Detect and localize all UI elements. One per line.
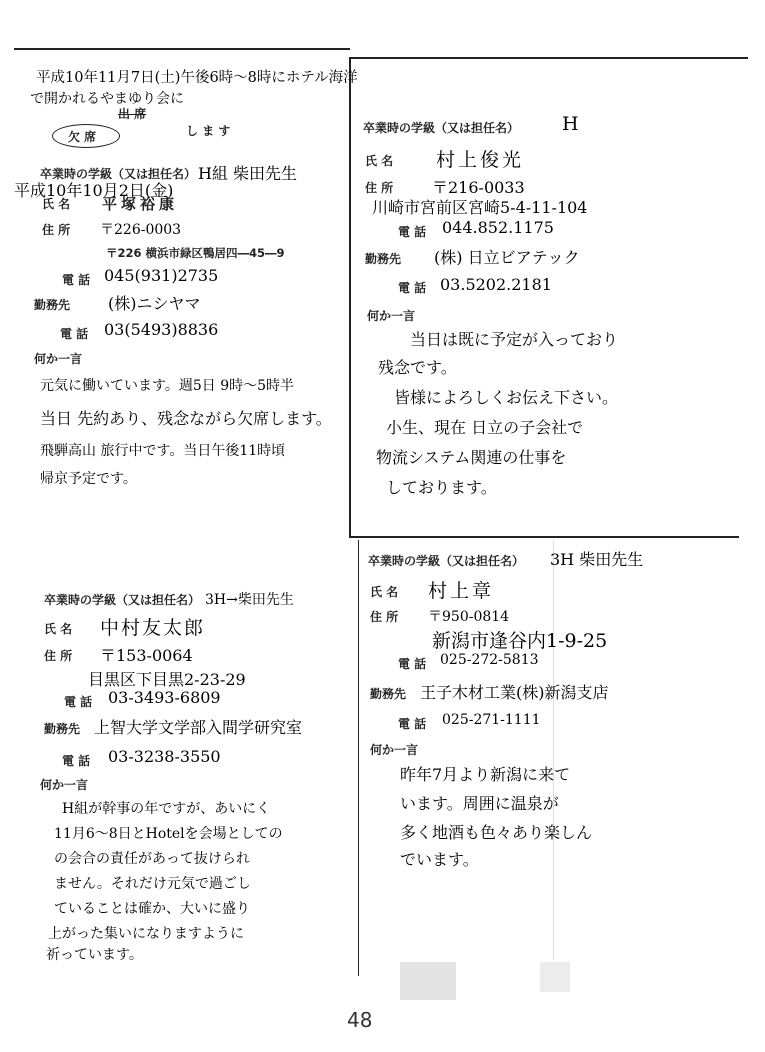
comment-line-3: の会合の責任があって抜けられ bbox=[54, 851, 250, 867]
work-value: (株)ニシヤマ bbox=[108, 294, 201, 313]
name-value: 村上章 bbox=[428, 580, 495, 602]
date-value: 平成10年10月2日(金) bbox=[14, 181, 174, 200]
address-value: 新潟市逢谷内1-9-25 bbox=[432, 630, 608, 652]
class-value: H組 柴田先生 bbox=[198, 164, 298, 183]
comment-line-3: 多く地酒も色々あり楽しん bbox=[400, 823, 593, 842]
page-number: 48 bbox=[347, 1008, 373, 1032]
phone-label: 電 話 bbox=[398, 657, 427, 671]
comment-line-4: でいます。 bbox=[400, 850, 479, 869]
class-label: 卒業時の学級（又は担任名） bbox=[44, 593, 201, 607]
comment-label: 何か一言 bbox=[34, 352, 83, 366]
work-phone-label: 電 話 bbox=[398, 281, 427, 295]
bottom-right-left-line bbox=[358, 540, 359, 976]
comment-line-1: 当日は既に予定が入っており bbox=[410, 330, 619, 349]
comment-line-2: 11月6〜8日とHotelを会場としての bbox=[54, 826, 283, 842]
work-label: 勤務先 bbox=[34, 298, 71, 312]
name-label: 氏 名 bbox=[44, 622, 73, 636]
address-value: 目黒区下目黒2-23-29 bbox=[88, 670, 246, 689]
comment-line-4: 帰京予定です。 bbox=[40, 471, 137, 487]
absence-option: 欠 席 bbox=[68, 130, 97, 144]
comment-line-5: 物流システム関連の仕事を bbox=[376, 448, 567, 467]
comment-line-1: 元気に働いています。週5日 9時〜5時半 bbox=[40, 378, 295, 394]
comment-line-6: 上がった集いになりますように bbox=[48, 926, 244, 942]
phone-label: 電 話 bbox=[62, 273, 91, 287]
comment-line-2: 残念です。 bbox=[378, 358, 457, 377]
address-value: 〒226 横浜市緑区鴨居四―45―9 bbox=[106, 246, 285, 260]
work-label: 勤務先 bbox=[370, 687, 407, 701]
comment-line-7: 祈っています。 bbox=[46, 947, 143, 963]
work-label: 勤務先 bbox=[44, 722, 81, 736]
name-label: 氏 名 bbox=[370, 585, 399, 599]
postal-value: 〒153-0064 bbox=[100, 646, 193, 665]
work-phone-value: 025-271-1111 bbox=[442, 712, 541, 728]
phone-value: 044.852.1175 bbox=[442, 218, 554, 237]
comment-line-1: 昨年7月より新潟に来て bbox=[400, 765, 571, 784]
comment-line-2: います。周囲に温泉が bbox=[400, 794, 559, 813]
work-phone-label: 電 話 bbox=[62, 754, 91, 768]
class-value: 3H→柴田先生 bbox=[205, 592, 294, 608]
comment-line-1: H組が幹事の年ですが、あいにく bbox=[62, 801, 271, 817]
postal-value: 〒226-0003 bbox=[100, 222, 182, 238]
address-label: 住 所 bbox=[44, 649, 73, 663]
header-note-line-2: で開かれるやまゆり会に bbox=[30, 91, 184, 107]
phone-label: 電 話 bbox=[398, 225, 427, 239]
name-value: 中村友太郎 bbox=[100, 617, 206, 639]
phone-value: 03-3493-6809 bbox=[108, 688, 221, 707]
shimasu-text: し ま す bbox=[186, 124, 231, 138]
response-card-bottom-left bbox=[0, 580, 350, 963]
work-value: 王子木材工業(株)新潟支店 bbox=[420, 683, 609, 702]
work-phone-value: 03(5493)8836 bbox=[104, 320, 219, 339]
work-value: 上智大学文学部入間学研究室 bbox=[94, 718, 303, 737]
work-phone-value: 03-3238-3550 bbox=[108, 747, 221, 766]
scan-mark bbox=[400, 962, 456, 1000]
work-value: (株) 日立ビアテック bbox=[434, 248, 580, 267]
work-label: 勤務先 bbox=[365, 252, 402, 266]
scan-mark-2 bbox=[540, 962, 570, 992]
postal-value: 〒216-0033 bbox=[432, 178, 525, 197]
comment-line-3: 飛騨高山 旅行中です。当日午後11時頃 bbox=[40, 443, 286, 459]
phone-value: 045(931)2735 bbox=[104, 266, 219, 285]
address-label: 住 所 bbox=[370, 610, 399, 624]
response-card-top-left bbox=[0, 0, 358, 540]
phone-value: 025-272-5813 bbox=[440, 652, 539, 668]
header-note-line-1: 平成10年11月7日(土)午後6時〜8時にホテル海洋 bbox=[36, 70, 358, 86]
name-value: 平塚裕康 bbox=[102, 195, 179, 213]
comment-line-5: ていることは確か、大いに盛り bbox=[54, 901, 250, 917]
class-label: 卒業時の学級（又は担任名） bbox=[368, 554, 525, 568]
comment-label: 何か一言 bbox=[40, 778, 89, 792]
class-label: 卒業時の学級（又は担任名） bbox=[40, 167, 197, 181]
class-value: H bbox=[562, 113, 579, 135]
class-label: 卒業時の学級（又は担任名） bbox=[363, 121, 520, 135]
name-label: 氏 名 bbox=[365, 154, 394, 168]
name-label: 氏 名 bbox=[42, 197, 71, 211]
work-phone-value: 03.5202.2181 bbox=[440, 275, 552, 294]
response-card-top-right bbox=[350, 57, 750, 537]
phone-label: 電 話 bbox=[64, 695, 93, 709]
name-value: 村上俊光 bbox=[436, 149, 525, 171]
comment-line-2: 当日 先約あり、残念ながら欠席します。 bbox=[40, 409, 332, 428]
work-phone-label: 電 話 bbox=[60, 327, 89, 341]
postal-value: 〒950-0814 bbox=[428, 609, 510, 625]
attend-option-struck: 出 席 bbox=[118, 107, 147, 121]
class-value: 3H 柴田先生 bbox=[550, 550, 644, 569]
address-value: 川崎市宮前区宮崎5-4-11-104 bbox=[372, 198, 588, 217]
address-label: 住 所 bbox=[365, 181, 394, 195]
comment-label: 何か一言 bbox=[367, 309, 416, 323]
response-card-bottom-right bbox=[360, 540, 750, 960]
work-phone-label: 電 話 bbox=[398, 717, 427, 731]
comment-line-4: 小生、現在 日立の子会社で bbox=[386, 418, 584, 437]
comment-line-3: 皆様によろしくお伝え下さい。 bbox=[394, 388, 619, 407]
address-label: 住 所 bbox=[42, 223, 71, 237]
comment-line-6: しております。 bbox=[386, 478, 497, 497]
comment-label: 何か一言 bbox=[370, 743, 419, 757]
comment-line-4: ません。それだけ元気で過ごし bbox=[54, 876, 251, 892]
